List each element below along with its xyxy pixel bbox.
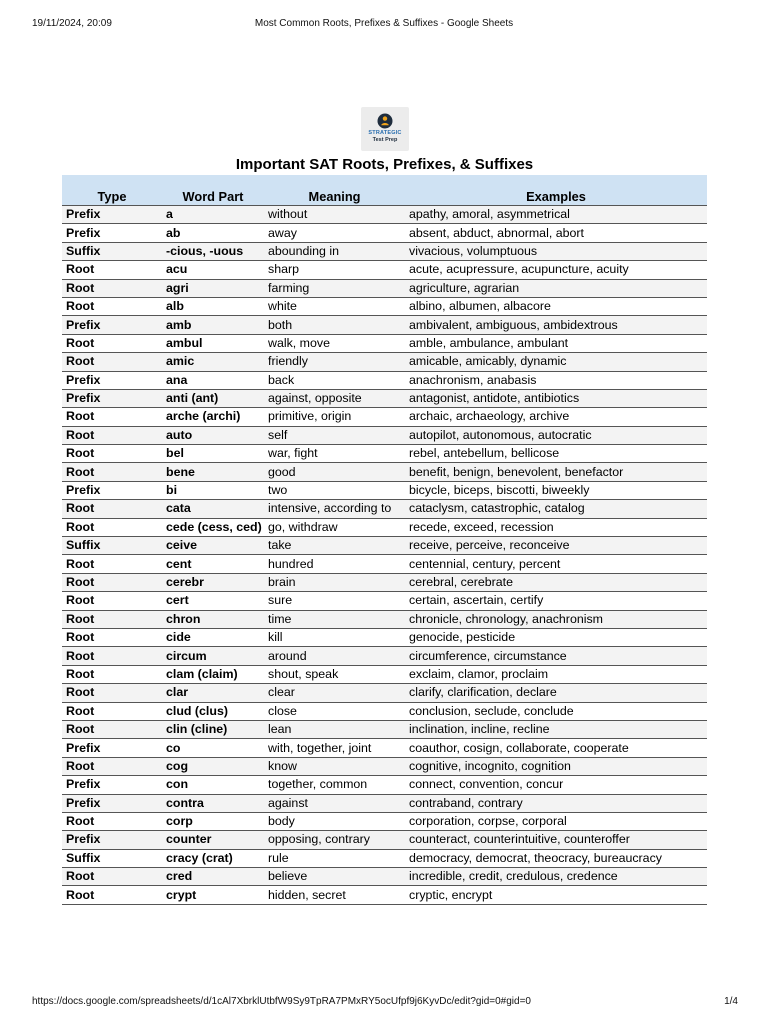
cell-type: Prefix [62,776,162,794]
column-header-examples: Examples [405,175,707,206]
cell-word-part: clud (clus) [162,702,264,720]
cell-word-part: arche (archi) [162,408,264,426]
cell-examples: coauthor, cosign, collaborate, cooperate [405,739,707,757]
cell-meaning: believe [264,868,405,886]
table-row [62,684,707,702]
cell-type: Root [62,353,162,371]
cell-word-part: con [162,776,264,794]
cell-word-part: bene [162,463,264,481]
cell-examples: genocide, pesticide [405,628,707,646]
table-row [62,573,707,591]
table-row [62,371,707,389]
cell-word-part: amic [162,353,264,371]
cell-word-part: agri [162,279,264,297]
cell-meaning: with, together, joint [264,739,405,757]
print-document-title: Most Common Roots, Prefixes & Suffixes - Google Sheets [254,18,514,29]
table-row [62,757,707,775]
table-row [62,812,707,830]
table-row [62,481,707,499]
cell-examples: ambivalent, ambiguous, ambidextrous [405,316,707,334]
cell-examples: benefit, benign, benevolent, benefactor [405,463,707,481]
table-row [62,831,707,849]
cell-examples: chronicle, chronology, anachronism [405,610,707,628]
cell-word-part: chron [162,610,264,628]
cell-word-part: ana [162,371,264,389]
cell-word-part: amb [162,316,264,334]
table-row [62,206,707,224]
roots-table [62,175,707,905]
cell-meaning: know [264,757,405,775]
cell-examples: connect, convention, concur [405,776,707,794]
table-row [62,886,707,904]
column-header-type: Type [62,175,162,206]
cell-word-part: co [162,739,264,757]
table-row [62,500,707,518]
cell-word-part: bel [162,445,264,463]
table-header-row [62,175,707,206]
cell-type: Root [62,573,162,591]
cell-examples: conclusion, seclude, conclude [405,702,707,720]
cell-examples: cerebral, cerebrate [405,573,707,591]
cell-type: Root [62,720,162,738]
cell-type: Root [62,261,162,279]
table-row [62,261,707,279]
cell-meaning: kill [264,628,405,646]
cell-type: Root [62,592,162,610]
table-row [62,279,707,297]
cell-word-part: alb [162,297,264,315]
cell-meaning: take [264,537,405,555]
cell-type: Root [62,500,162,518]
cell-examples: exclaim, clamor, proclaim [405,665,707,683]
cell-type: Suffix [62,537,162,555]
cell-examples: certain, ascertain, certify [405,592,707,610]
print-header [0,18,768,32]
cell-examples: contraband, contrary [405,794,707,812]
table-row [62,518,707,536]
strategic-test-prep-logo [361,107,409,151]
cell-examples: apathy, amoral, asymmetrical [405,206,707,224]
cell-type: Prefix [62,206,162,224]
cell-examples: corporation, corpse, corporal [405,812,707,830]
cell-type: Root [62,647,162,665]
cell-examples: absent, abduct, abnormal, abort [405,224,707,242]
cell-word-part: corp [162,812,264,830]
table-row [62,242,707,260]
table-row [62,610,707,628]
cell-word-part: clam (claim) [162,665,264,683]
cell-word-part: counter [162,831,264,849]
cell-type: Root [62,610,162,628]
cell-examples: anachronism, anabasis [405,371,707,389]
cell-type: Root [62,463,162,481]
cell-examples: albino, albumen, albacore [405,297,707,315]
cell-meaning: sharp [264,261,405,279]
cell-meaning: back [264,371,405,389]
column-header-word-part: Word Part [162,175,264,206]
cell-type: Prefix [62,794,162,812]
cell-word-part: cide [162,628,264,646]
cell-type: Root [62,555,162,573]
cell-type: Suffix [62,849,162,867]
table-row [62,702,707,720]
cell-word-part: crypt [162,886,264,904]
cell-meaning: against [264,794,405,812]
cell-meaning: without [264,206,405,224]
cell-word-part: ab [162,224,264,242]
cell-type: Root [62,279,162,297]
cell-word-part: ceive [162,537,264,555]
table-row [62,849,707,867]
cell-type: Root [62,812,162,830]
cell-word-part: bi [162,481,264,499]
cell-examples: rebel, antebellum, bellicose [405,445,707,463]
cell-examples: clarify, clarification, declare [405,684,707,702]
cell-examples: agriculture, agrarian [405,279,707,297]
cell-type: Root [62,334,162,352]
cell-examples: amicable, amicably, dynamic [405,353,707,371]
cell-word-part: cent [162,555,264,573]
table-row [62,334,707,352]
table-body [62,206,707,905]
table-row [62,794,707,812]
cell-meaning: war, fight [264,445,405,463]
cell-examples: cryptic, encrypt [405,886,707,904]
cell-type: Root [62,868,162,886]
cell-examples: recede, exceed, recession [405,518,707,536]
cell-word-part: contra [162,794,264,812]
cell-type: Root [62,702,162,720]
cell-meaning: two [264,481,405,499]
cell-meaning: walk, move [264,334,405,352]
cell-examples: cataclysm, catastrophic, catalog [405,500,707,518]
column-header-meaning: Meaning [264,175,405,206]
table-row [62,739,707,757]
cell-word-part: cog [162,757,264,775]
cell-meaning: intensive, according to [264,500,405,518]
table-row [62,389,707,407]
cell-type: Prefix [62,481,162,499]
cell-meaning: close [264,702,405,720]
table-row [62,224,707,242]
cell-word-part: circum [162,647,264,665]
cell-meaning: farming [264,279,405,297]
cell-type: Root [62,684,162,702]
cell-type: Root [62,426,162,444]
cell-examples: autopilot, autonomous, autocratic [405,426,707,444]
cell-word-part: a [162,206,264,224]
cell-word-part: cede (cess, ced) [162,518,264,536]
cell-type: Root [62,297,162,315]
cell-meaning: opposing, contrary [264,831,405,849]
cell-meaning: hidden, secret [264,886,405,904]
table-row [62,720,707,738]
cell-meaning: away [264,224,405,242]
cell-type: Prefix [62,316,162,334]
cell-type: Root [62,886,162,904]
print-url: https://docs.google.com/spreadsheets/d/1cAl7XbrklUtbfW9Sy9TpRA7PMxRY5ocUfpf9j6KyvDc/edit?gid=0#gid=0 [32,996,531,1007]
cell-examples: centennial, century, percent [405,555,707,573]
table-row [62,297,707,315]
cell-word-part: auto [162,426,264,444]
cell-type: Suffix [62,242,162,260]
cell-word-part: cred [162,868,264,886]
sheet-title: Important SAT Roots, Prefixes, & Suffixes [235,156,534,173]
cell-meaning: white [264,297,405,315]
cell-word-part: cata [162,500,264,518]
table-row [62,408,707,426]
cell-meaning: lean [264,720,405,738]
cell-type: Prefix [62,389,162,407]
cell-type: Root [62,665,162,683]
cell-word-part: acu [162,261,264,279]
cell-type: Prefix [62,224,162,242]
cell-type: Root [62,628,162,646]
cell-meaning: rule [264,849,405,867]
table-row [62,463,707,481]
table-row [62,592,707,610]
cell-meaning: body [264,812,405,830]
table-row [62,537,707,555]
cell-type: Root [62,445,162,463]
cell-type: Root [62,757,162,775]
table-row [62,426,707,444]
cell-word-part: clar [162,684,264,702]
cell-examples: amble, ambulance, ambulant [405,334,707,352]
cell-meaning: friendly [264,353,405,371]
table-row [62,868,707,886]
cell-word-part: cerebr [162,573,264,591]
print-page-number: 1/4 [724,996,738,1007]
table-row [62,776,707,794]
cell-meaning: time [264,610,405,628]
cell-type: Root [62,518,162,536]
print-footer [0,996,768,1010]
cell-examples: receive, perceive, reconceive [405,537,707,555]
cell-type: Prefix [62,739,162,757]
cell-type: Prefix [62,831,162,849]
cell-word-part: ambul [162,334,264,352]
cell-meaning: go, withdraw [264,518,405,536]
cell-meaning: sure [264,592,405,610]
cell-examples: archaic, archaeology, archive [405,408,707,426]
cell-examples: inclination, incline, recline [405,720,707,738]
cell-meaning: together, common [264,776,405,794]
cell-meaning: against, opposite [264,389,405,407]
cell-meaning: both [264,316,405,334]
cell-examples: vivacious, volumptuous [405,242,707,260]
cell-word-part: cracy (crat) [162,849,264,867]
cell-meaning: good [264,463,405,481]
table-row [62,665,707,683]
logo-sub-text: Test Prep [372,137,398,143]
cell-type: Root [62,408,162,426]
cell-meaning: around [264,647,405,665]
cell-word-part: clin (cline) [162,720,264,738]
table-row [62,316,707,334]
cell-word-part: anti (ant) [162,389,264,407]
table-row [62,353,707,371]
cell-meaning: shout, speak [264,665,405,683]
table-row [62,647,707,665]
table-row [62,628,707,646]
cell-examples: incredible, credit, credulous, credence [405,868,707,886]
table-row [62,445,707,463]
cell-examples: circumference, circumstance [405,647,707,665]
cell-meaning: hundred [264,555,405,573]
cell-examples: antagonist, antidote, antibiotics [405,389,707,407]
cell-examples: counteract, counterintuitive, counteroffer [405,831,707,849]
cell-word-part: cert [162,592,264,610]
cell-meaning: abounding in [264,242,405,260]
logo-brand-text: STRATEGIC [368,130,402,136]
cell-examples: bicycle, biceps, biscotti, biweekly [405,481,707,499]
cell-meaning: clear [264,684,405,702]
cell-meaning: self [264,426,405,444]
cell-meaning: primitive, origin [264,408,405,426]
cell-examples: democracy, democrat, theocracy, bureaucracy [405,849,707,867]
cell-type: Prefix [62,371,162,389]
print-datetime: 19/11/2024, 20:09 [32,18,112,29]
cell-examples: cognitive, incognito, cognition [405,757,707,775]
table-row [62,555,707,573]
cell-meaning: brain [264,573,405,591]
cell-examples: acute, acupressure, acupuncture, acuity [405,261,707,279]
cell-word-part: -cious, -uous [162,242,264,260]
